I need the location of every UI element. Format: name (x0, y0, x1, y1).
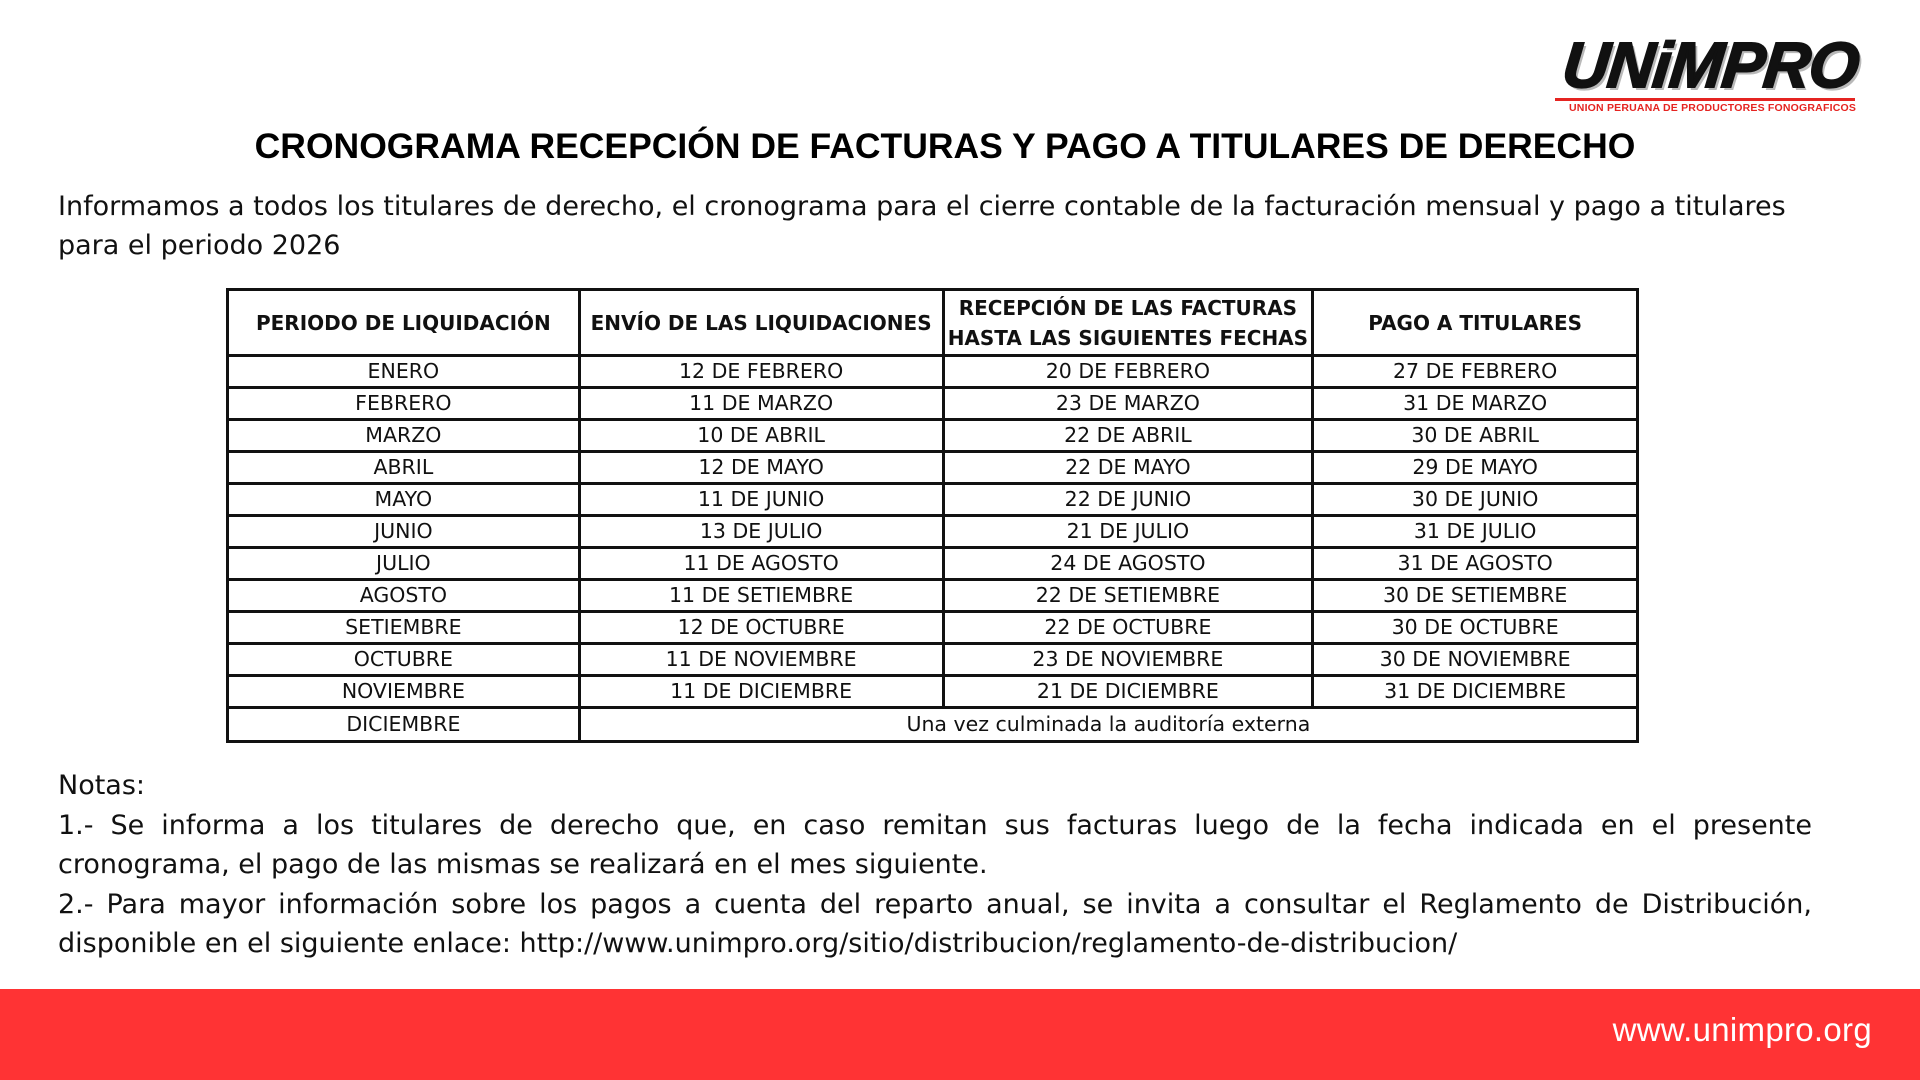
cell-periodo: JUNIO (228, 516, 580, 548)
header-envio: ENVÍO DE LAS LIQUIDACIONES (579, 290, 943, 356)
cell-recepcion: 22 DE OCTUBRE (943, 612, 1313, 644)
cell-envio: 12 DE MAYO (579, 452, 943, 484)
cell-periodo: ENERO (228, 356, 580, 388)
table-row (228, 548, 1638, 580)
notes-heading: Notas: (58, 770, 146, 801)
page-title: CRONOGRAMA RECEPCIÓN DE FACTURAS Y PAGO A TITULARES DE DERECHO (254, 126, 1636, 166)
cell-recepcion: 20 DE FEBRERO (943, 356, 1313, 388)
footer-bar (0, 989, 1920, 1080)
cell-recepcion: 23 DE NOVIEMBRE (943, 644, 1313, 676)
table-row (228, 484, 1638, 516)
cell-pago: 30 DE JUNIO (1313, 484, 1638, 516)
cell-periodo: DICIEMBRE (228, 708, 580, 742)
cell-envio: 12 DE OCTUBRE (579, 612, 943, 644)
table-row (228, 644, 1638, 676)
unimpro-logo (1555, 29, 1895, 114)
cell-periodo: MARZO (228, 420, 580, 452)
cell-pago: 29 DE MAYO (1313, 452, 1638, 484)
header-periodo: PERIODO DE LIQUIDACIÓN (228, 290, 580, 356)
schedule-table (226, 288, 1639, 743)
cell-recepcion: 22 DE MAYO (943, 452, 1313, 484)
cell-pago: 31 DE JULIO (1313, 516, 1638, 548)
logo-subtitle: UNION PERUANA DE PRODUCTORES FONOGRAFICOS (1555, 98, 1855, 114)
cell-pago: 31 DE AGOSTO (1313, 548, 1638, 580)
footer-url-link[interactable]: www.unimpro.org (1612, 1011, 1872, 1048)
header-recepcion (943, 290, 1313, 356)
cell-recepcion: 22 DE ABRIL (943, 420, 1313, 452)
cell-periodo: AGOSTO (228, 580, 580, 612)
header-recepcion-line2: HASTA LAS SIGUIENTES FECHAS (947, 325, 1309, 350)
cell-envio: 11 DE JUNIO (579, 484, 943, 516)
cell-envio: 11 DE MARZO (579, 388, 943, 420)
intro-paragraph: Informamos a todos los titulares de derecho, el cronograma para el cierre contable de la facturación mensual y pago a titulares para el periodo 2026 (58, 191, 1786, 261)
cell-recepcion: 23 DE MARZO (943, 388, 1313, 420)
cell-periodo: SETIEMBRE (228, 612, 580, 644)
table-row (228, 420, 1638, 452)
cell-recepcion: 21 DE DICIEMBRE (943, 676, 1313, 708)
cell-pago: 30 DE SETIEMBRE (1313, 580, 1638, 612)
cell-pago: 30 DE NOVIEMBRE (1313, 644, 1638, 676)
table-row-diciembre (228, 708, 1638, 742)
table-row (228, 356, 1638, 388)
cell-recepcion: 24 DE AGOSTO (943, 548, 1313, 580)
notes-section (58, 766, 1812, 964)
cell-envio: 11 DE SETIEMBRE (579, 580, 943, 612)
cell-envio: 11 DE NOVIEMBRE (579, 644, 943, 676)
note-1: 1.- Se informa a los titulares de derecho que, en caso remitan sus facturas luego de la fecha indicada en el presente cronograma, el pago de las mismas se realizará en el mes siguiente. (58, 809, 1812, 880)
table-row (228, 516, 1638, 548)
cell-envio: 10 DE ABRIL (579, 420, 943, 452)
header-recepcion-line1: RECEPCIÓN DE LAS FACTURAS (958, 295, 1298, 320)
cell-pago: 30 DE OCTUBRE (1313, 612, 1638, 644)
table-row (228, 388, 1638, 420)
cell-recepcion: 21 DE JULIO (943, 516, 1313, 548)
logo-wordmark: UNiMPRO (1559, 29, 1863, 101)
cell-envio: 11 DE DICIEMBRE (579, 676, 943, 708)
cell-envio: 13 DE JULIO (579, 516, 943, 548)
cell-periodo: OCTUBRE (228, 644, 580, 676)
cell-periodo: JULIO (228, 548, 580, 580)
cell-periodo: FEBRERO (228, 388, 580, 420)
cell-recepcion: 22 DE SETIEMBRE (943, 580, 1313, 612)
cell-periodo: MAYO (228, 484, 580, 516)
cell-periodo: NOVIEMBRE (228, 676, 580, 708)
table-row (228, 676, 1638, 708)
table-row (228, 612, 1638, 644)
cell-envio: 11 DE AGOSTO (579, 548, 943, 580)
table-header-row (228, 290, 1638, 356)
table-row (228, 452, 1638, 484)
cell-pago: 27 DE FEBRERO (1313, 356, 1638, 388)
cell-pago: 31 DE DICIEMBRE (1313, 676, 1638, 708)
header-pago: PAGO A TITULARES (1313, 290, 1638, 356)
note-2: 2.- Para mayor información sobre los pagos a cuenta del reparto anual, se invita a consultar el Reglamento de Distribución, disponible en el siguiente enlace: http://www.unimpro.org/sitio/distribucion/reglamento-de-distribucion/ (58, 888, 1812, 959)
cell-pago: 30 DE ABRIL (1313, 420, 1638, 452)
cell-envio: 12 DE FEBRERO (579, 356, 943, 388)
cell-merged-note: Una vez culminada la auditoría externa (579, 708, 1637, 742)
cell-periodo: ABRIL (228, 452, 580, 484)
table-row (228, 580, 1638, 612)
cell-pago: 31 DE MARZO (1313, 388, 1638, 420)
cell-recepcion: 22 DE JUNIO (943, 484, 1313, 516)
